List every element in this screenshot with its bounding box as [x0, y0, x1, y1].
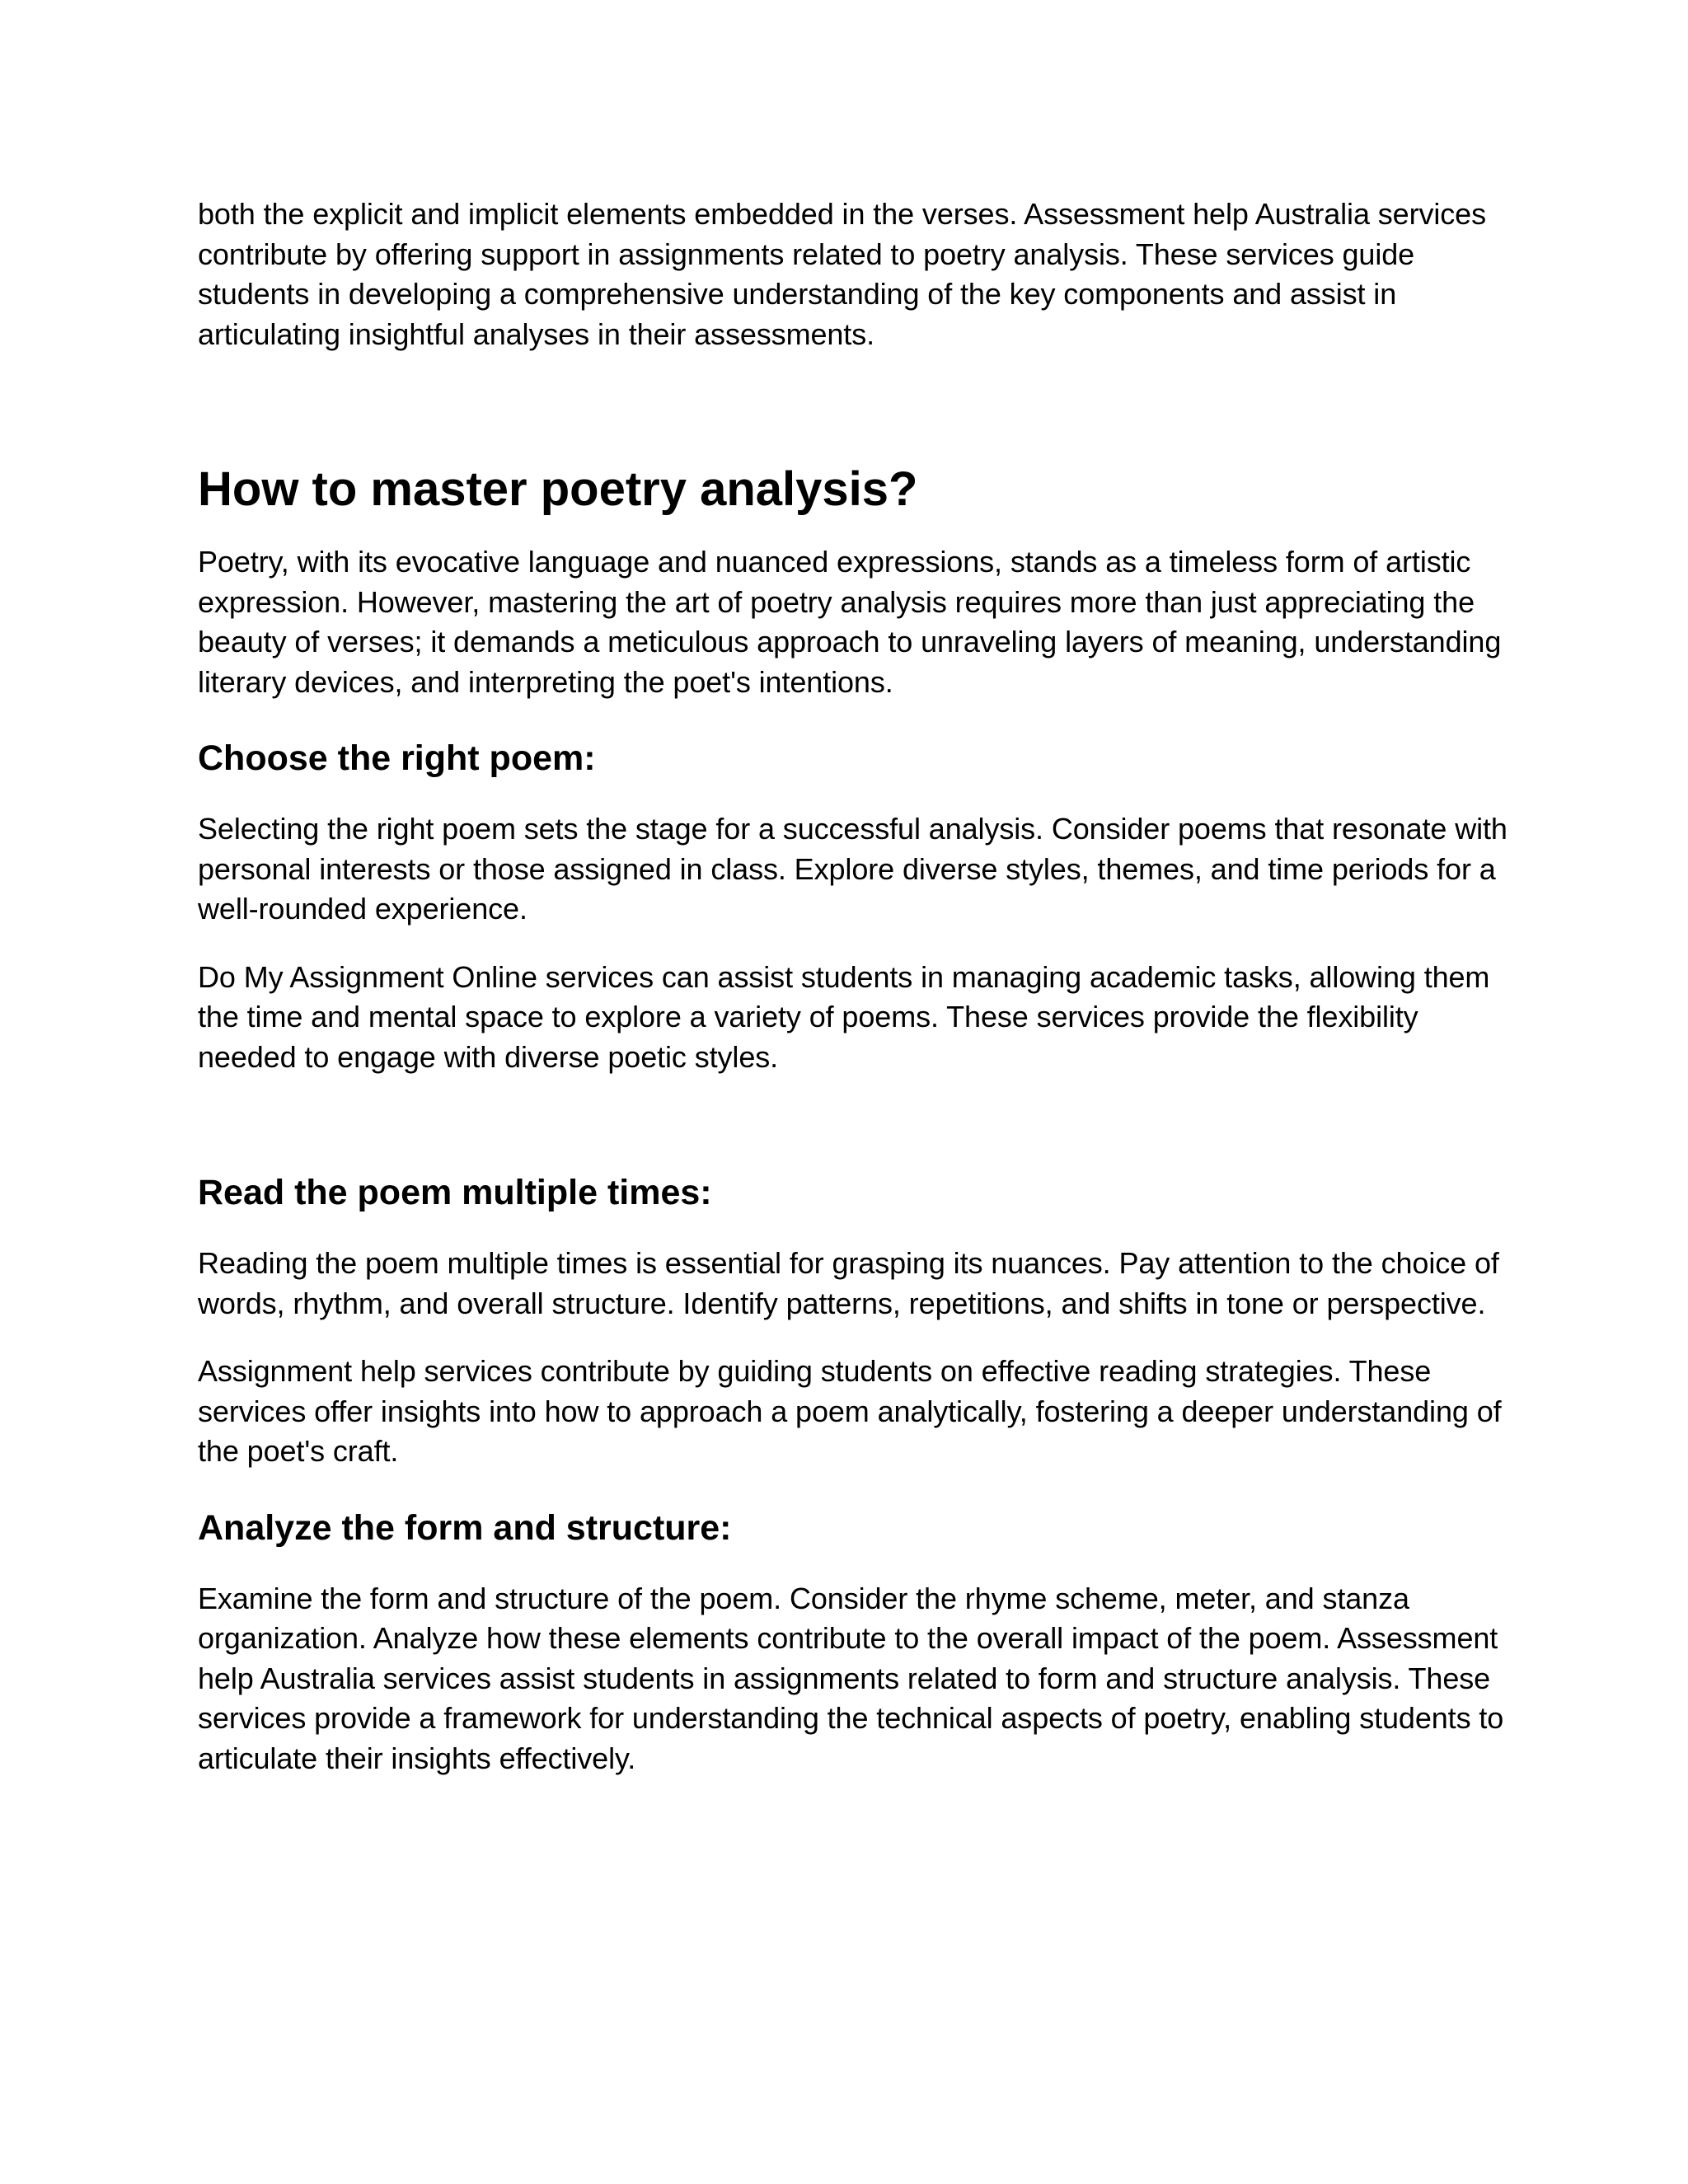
main-heading: How to master poetry analysis?: [198, 462, 918, 516]
section-heading-read-poem: Read the poem multiple times:: [198, 1173, 712, 1212]
section-heading-choose-poem: Choose the right poem:: [198, 738, 596, 778]
section-paragraph: Selecting the right poem sets the stage for a successful analysis. Consider poems that resonate with personal interests or those assigned in class. Explore diverse styles, themes, and time periods for a well-rounded experience.: [198, 812, 1507, 926]
document-content: [198, 194, 1517, 1779]
section-paragraph: Reading the poem multiple times is essential for grasping its nuances. Pay attention to the choice of words, rhythm, and overall structure. Identify patterns, repetitions, and shifts in tone or perspective.: [198, 1246, 1499, 1320]
section-heading-form-structure: Analyze the form and structure:: [198, 1507, 732, 1548]
main-paragraph: Poetry, with its evocative language and nuanced expressions, stands as a timeless form of artistic expression. However, mastering the art of poetry analysis requires more than just appreciating the beauty of verses; it demands a meticulous approach to unraveling layers of meaning, understanding literary devices, and interpreting the poet's intentions.: [198, 545, 1502, 699]
section-paragraph: Assignment help services contribute by guiding students on effective reading strategies. These services offer insights into how to approach a poem analytically, fostering a deeper understanding of the poet's craft.: [198, 1354, 1502, 1468]
section-paragraph: Examine the form and structure of the poem. Consider the rhyme scheme, meter, and stanza organization. Analyze how these elements contribute to the overall impact of the poem. Assessment help Australia services assist students in assignments related to form and structure analysis. These services provide a framework for understanding the technical aspects of poetry, enabling students to articulate their insights effectively.: [198, 1581, 1504, 1775]
section-paragraph: Do My Assignment Online services can assist students in managing academic tasks, allowing them the time and mental space to explore a variety of poems. These services provide the flexibility needed to engage with diverse poetic styles.: [198, 959, 1490, 1074]
intro-paragraph: both the explicit and implicit elements embedded in the verses. Assessment help Australia services contribute by offering support in assignments related to poetry analysis. These services guide students in developing a comprehensive understanding of the key components and assist in articulating insightful analyses in their assessments.: [198, 197, 1487, 351]
